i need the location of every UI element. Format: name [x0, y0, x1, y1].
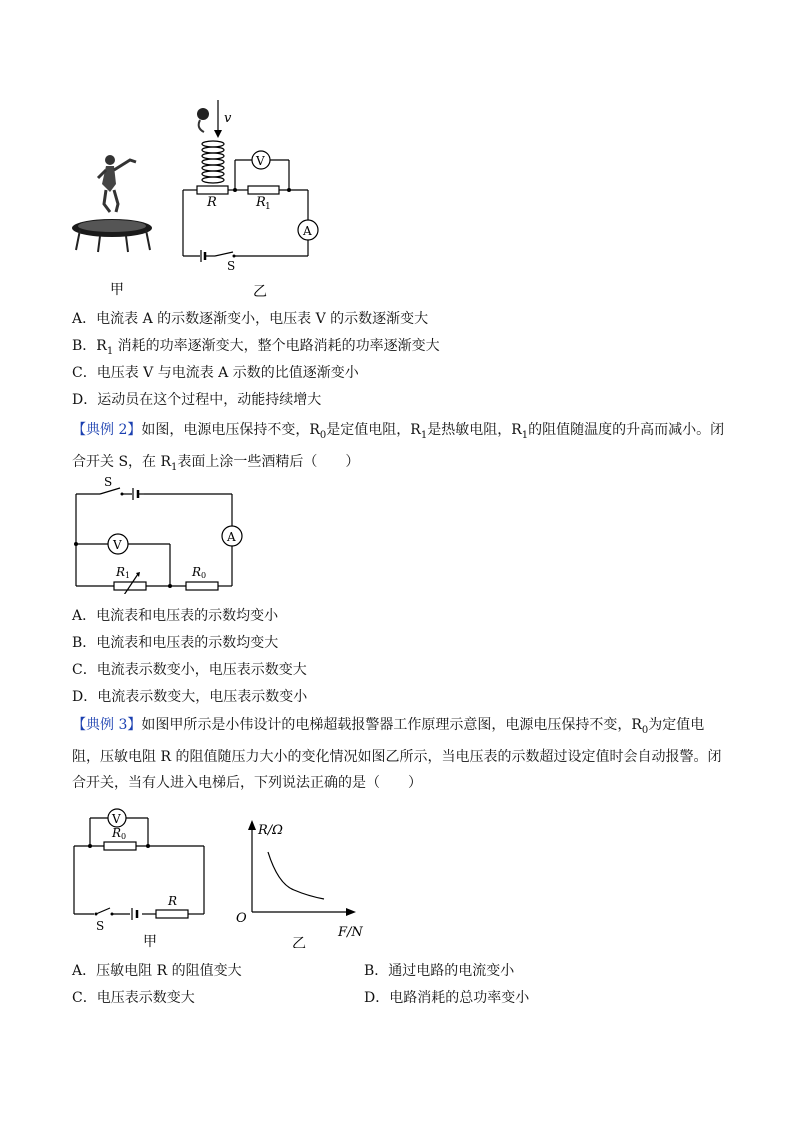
ex3-resistor-r-icon	[156, 910, 188, 918]
caption-jia: 甲	[110, 282, 124, 298]
ball-icon	[197, 108, 209, 120]
ex3-switch-icon	[96, 908, 110, 914]
q1-option-b: B．$R_1$ 消耗的功率逐渐变大，整个电路消耗的功率逐渐变大	[72, 338, 440, 357]
ex3-option-b: B．通过电路的电流变小	[364, 963, 515, 979]
ex2-r1-label: R	[116, 565, 126, 579]
voltmeter-label: V	[256, 154, 265, 168]
ex2-r1-sub: 1	[125, 571, 131, 580]
ex2-ammeter-label: A	[227, 530, 236, 544]
switch-icon	[215, 252, 233, 256]
ex2-switch-label: S	[104, 475, 113, 489]
ex3-option-a: A．压敏电阻 R 的阻值变大	[72, 963, 242, 979]
ex3-voltmeter-label: V	[112, 812, 121, 826]
ex3-r0-sub: 0	[121, 832, 127, 841]
ex3-r0-label: R	[112, 826, 122, 840]
ex2-question: 【典例 2】如图，电源电压保持不变，$R_0$是定值电阻，$R_1$是热敏电阻，$R_1$的阻值随温度的升高而减小。闭合开关 S，在 $R_1$表面上涂一些酒精后（ ）	[72, 422, 725, 473]
resistor-r1-sub: 1	[265, 202, 271, 212]
ex3-option-c: C．电压表示数变大	[72, 990, 195, 1006]
ex3-switch-label: S	[96, 919, 105, 933]
resistor-r1-icon	[248, 186, 279, 194]
ex2-voltmeter-label: V	[113, 538, 122, 552]
ex3-question: 【典例 3】如图甲所示是小伟设计的电梯超载报警器工作原理示意图，电源电压保持不变，$R_0$为定值电阻，压敏电阻 R 的阻值随压力大小的变化情况如图乙所示，当电压表的示数超过设定值时会自动报警。闭合开关，当有人进入电梯后，下列说法正确的是（ ）	[72, 717, 722, 791]
q1-option-a: A．电流表 A 的示数逐渐变小，电压表 V 的示数逐渐变大	[72, 311, 429, 327]
ex3-caption-yi: 乙	[292, 936, 306, 948]
trampoline-image	[72, 155, 152, 252]
ex2-circuit-figure	[70, 474, 250, 594]
resistor-r-label: R	[207, 195, 217, 210]
switch-label: S	[227, 259, 236, 273]
ex3-graph-curve	[268, 852, 324, 899]
ex3-graph-origin: O	[236, 911, 247, 926]
velocity-label: v	[224, 111, 232, 126]
ex2-resistor-r0-icon	[186, 582, 218, 590]
ex3-option-d: D．电路消耗的总功率变小	[364, 990, 530, 1006]
ex3-graph-xlabel: F/N	[338, 925, 363, 940]
ex2-option-d: D．电流表示数变大，电压表示数变小	[72, 689, 308, 705]
ammeter-label: A	[303, 224, 312, 238]
ex2-option-b: B．电流表和电压表的示数均变大	[72, 635, 279, 651]
ex3-circuit-figure	[68, 796, 218, 952]
ex3-caption-jia: 甲	[143, 934, 157, 950]
ex2-tag: 【典例 2】	[72, 422, 142, 438]
ex2-option-c: C．电流表示数变小，电压表示数变大	[72, 662, 307, 678]
resistor-r1-label: R	[256, 195, 266, 210]
ex2-r0-label: R	[192, 565, 202, 579]
ex2-option-a: A．电流表和电压表的示数均变小	[72, 608, 279, 624]
figure-trampoline-circuit	[70, 100, 340, 305]
resistor-r-icon	[197, 186, 228, 194]
spring-icon	[202, 141, 224, 183]
caption-yi: 乙	[253, 284, 267, 300]
ex3-r-label: R	[168, 894, 178, 908]
ex3-resistor-r0-icon	[104, 842, 136, 850]
ex3-graph-figure	[232, 818, 372, 948]
q1-option-d: D．运动员在这个过程中，动能持续增大	[72, 392, 322, 408]
ex2-r0-sub: 0	[201, 571, 207, 580]
ex3-graph-ylabel: R/Ω	[258, 823, 283, 838]
ex3-tag: 【典例 3】	[72, 717, 142, 733]
q1-option-c: C．电压表 V 与电流表 A 示数的比值逐渐变小	[72, 365, 359, 381]
